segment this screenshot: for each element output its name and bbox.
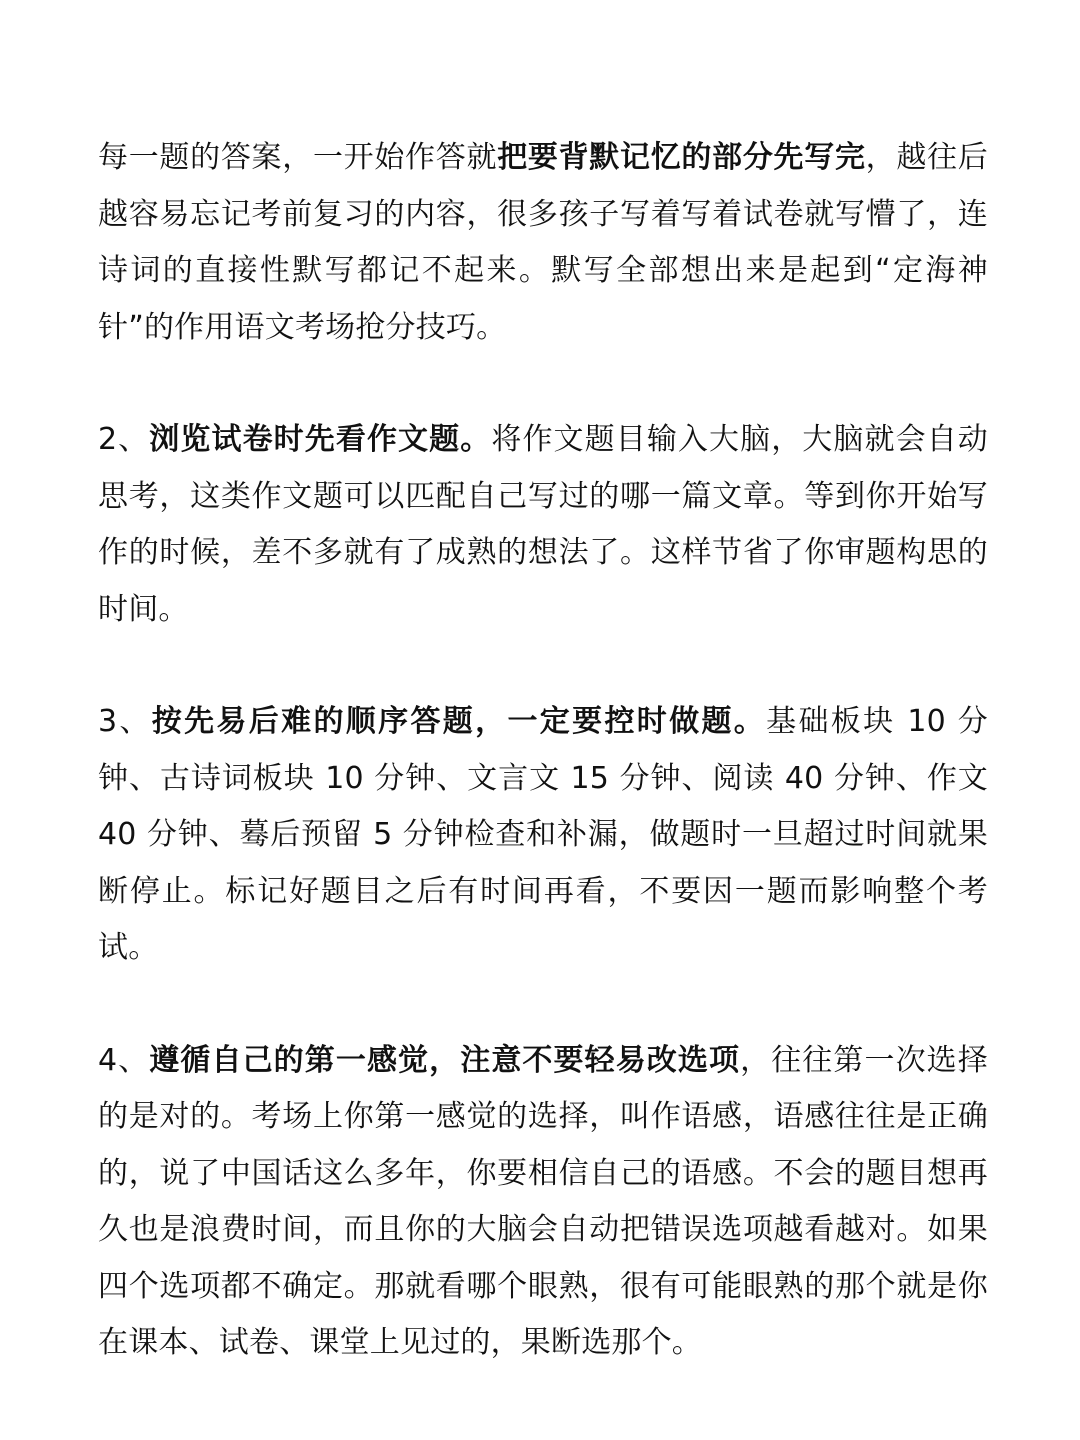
article-body — [98, 130, 988, 1372]
paragraph-tip-2 — [98, 412, 988, 638]
paragraph-text: ，越往后越容易忘记考前复习的内容，很多孩子写着写着试卷就写懵了，连诗词的直接性默写都记不起来。默写全部想出来是起到“定海神针”的作用语文考场抢分技巧。 — [98, 140, 988, 345]
emphasis-text: 浏览试卷时先看作文题。 — [149, 422, 492, 457]
paragraph-text: ，往往第一次选择的是对的。考场上你第一感觉的选择，叫作语感，语感往往是正确的，说了中国话这么多年，你要相信自己的语感。不会的题目想再久也是浪费时间，而且你的大脑会自动把错误选项越看越对。如果四个选项都不确定。那就看哪个眼熟，很有可能眼熟的那个就是你在课本、试卷、课堂上见过的，果断选那个。 — [98, 1042, 988, 1360]
paragraph-text: 每一题的答案，一开始作答就 — [98, 140, 498, 175]
list-number: 3、 — [98, 704, 152, 739]
paragraph-text: 基础板块 10 分钟、古诗词板块 10 分钟、文言文 15 分钟、阅读 40 分钟、作文 40 分钟、蓦后预留 5 分钟检查和补漏，做题时一旦超过时间就果断停止。标记好题目之后有时间再看，不要因一题而影响整个考试。 — [98, 704, 988, 965]
paragraph-answer-memorization — [98, 130, 988, 356]
emphasis-text: 把要背默记忆的部分先写完 — [497, 140, 866, 175]
paragraph-tip-3 — [98, 694, 988, 977]
emphasis-text: 遵循自己的第一感觉，注意不要轻易改选项 — [149, 1042, 741, 1078]
paragraph-tip-4 — [98, 1033, 988, 1372]
list-number: 2、 — [98, 422, 150, 457]
emphasis-text: 按先易后难的顺序答题，一定要控时做题。 — [151, 704, 767, 739]
paragraph-text: 将作文题目输入大脑，大脑就会自动思考，这类作文题可以匹配自己写过的哪一篇文章。等到你开始写作的时候，差不多就有了成熟的想法了。这样节省了你审题构思的时间。 — [98, 422, 988, 627]
list-number: 4、 — [98, 1042, 150, 1078]
